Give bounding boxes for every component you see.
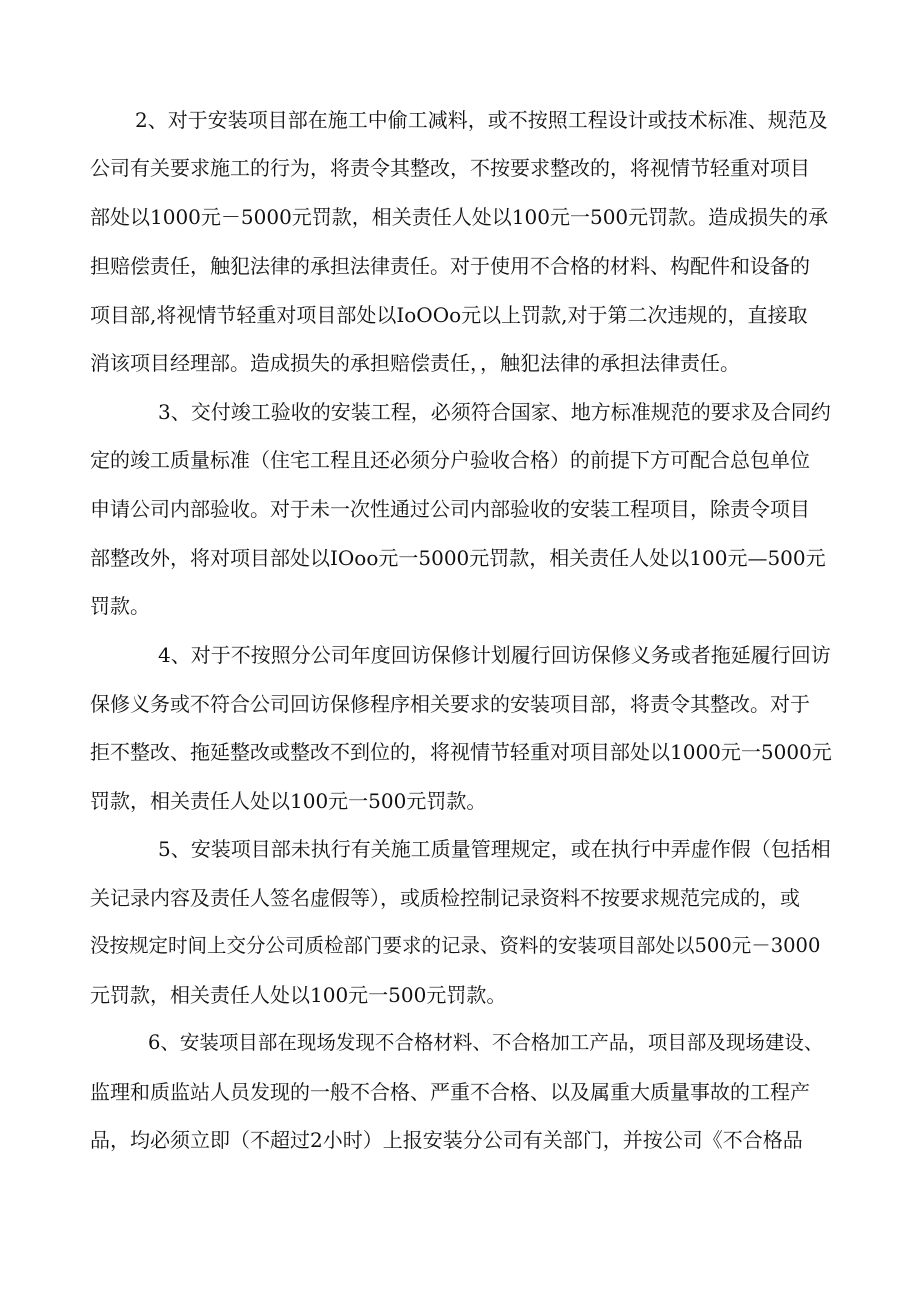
text-line: 保修义务或不符合公司回访保修程序相关要求的安装项目部，将责令其整改。对于 — [90, 692, 810, 716]
text-line: 4、对于不按照分公司年度回访保修计划履行回访保修义务或者拖延履行回访 — [158, 643, 831, 667]
text-line: 部处以1000元－5000元罚款，相关责任人处以100元一500元罚款。造成损失的承 — [90, 205, 829, 229]
text-line: 3、交付竣工验收的安装工程，必须符合国家、地方标准规范的要求及合同约 — [158, 400, 831, 424]
text-line: 2、对于安装项目部在施工中偷工减料，或不按照工程设计或技术标准、规范及 — [135, 108, 828, 132]
text-line: 部整改外，将对项目部处以IOoo元一5000元罚款，相关责任人处以100元—500元 — [90, 546, 826, 570]
text-line: 监理和质监站人员发现的一般不合格、严重不合格、以及属重大质量事故的工程产 — [90, 1080, 810, 1104]
text-line: 定的竣工质量标准（住宅工程且还必须分户验收合格）的前提下方可配合总包单位 — [90, 448, 810, 472]
text-line: 消该项目经理部。造成损失的承担赔偿责任，，触犯法律的承担法律责任。 — [90, 351, 740, 375]
text-line: 拒不整改、拖延整改或整改不到位的，将视情节轻重对项目部处以1000元一5000元 — [90, 740, 832, 764]
text-line: 担赔偿责任，触犯法律的承担法律责任。对于使用不合格的材料、构配件和设备的 — [90, 254, 810, 278]
text-line: 申请公司内部验收。对于未一次性通过公司内部验收的安装工程项目，除责令项目 — [90, 497, 810, 521]
text-line: 关记录内容及责任人签名虚假等），或质检控制记录资料不按要求规范完成的，或 — [90, 886, 800, 910]
text-line: 项目部,将视情节轻重对项目部处以IoOOo元以上罚款,对于第二次违规的，直接取 — [90, 303, 808, 327]
text-line: 没按规定时间上交分公司质检部门要求的记录、资料的安装项目部处以500元－3000 — [90, 934, 821, 957]
text-line: 罚款。 — [90, 594, 150, 618]
text-line: 罚款，相关责任人处以100元一500元罚款。 — [90, 789, 487, 813]
text-line: 元罚款，相关责任人处以100元一500元罚款。 — [90, 983, 507, 1007]
text-line: 品，均必须立即（不超过2小时）上报安装分公司有关部门，并按公司《不合格品 — [90, 1128, 803, 1152]
text-line: 6、安装项目部在现场发现不合格材料、不合格加工产品，项目部及现场建设、 — [148, 1031, 824, 1054]
text-line: 公司有关要求施工的行为，将责令其整改，不按要求整改的，将视情节轻重对项目 — [90, 156, 810, 180]
text-line: 5、安装项目部未执行有关施工质量管理规定，或在执行中弄虚作假（包括相 — [158, 837, 831, 861]
